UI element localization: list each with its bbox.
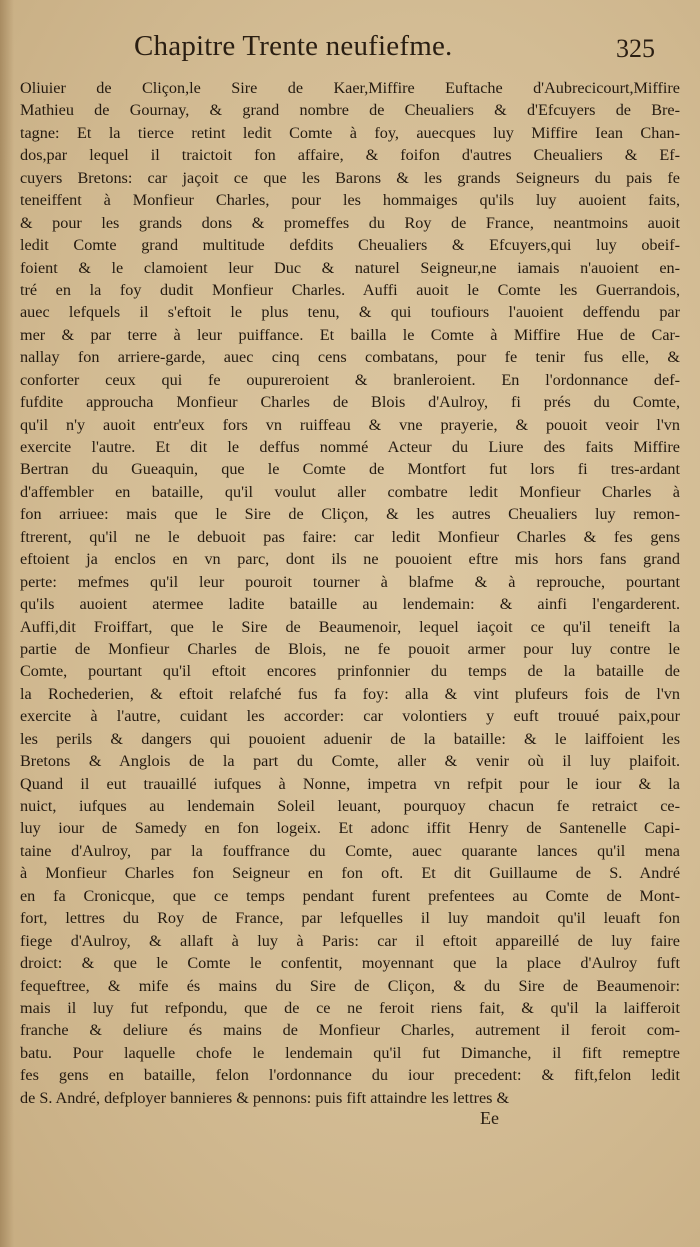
text-line: eftoient ja enclos en vn parc, dont ils ne pouoient eftre mis hors fans grand	[20, 550, 680, 569]
text-line: tagne: Et la tierce retint ledit Comte à foy, auecques luy Miffire Iean Chan-	[20, 123, 680, 142]
text-line: les perils & dangers qui pouoient aduenir de la bataille: & le laiffoient les	[20, 729, 680, 748]
text-line: perte: mefmes qu'il leur pouroit tourner à blafme & à reprouche, pourtant	[20, 572, 680, 591]
text-line: Comte, pourtant qu'il eftoit encores prinfonnier du temps de la bataille de	[20, 662, 680, 681]
text-line: Quand il eut trauaillé iufques à Nonne, impetra vn refpit pour le iour & la	[20, 774, 680, 793]
text-line: ledit Comte grand multitude defdits Cheualiers & Efcuyers,qui luy obeif-	[20, 236, 680, 255]
text-line: conforter ceux qui fe oupureroient & branleroient. En l'ordonnance def-	[20, 370, 680, 389]
text-line: Bertran du Gueaquin, que le Comte de Montfort fut lors fi tres-ardant	[20, 460, 680, 479]
catchword: Ee	[480, 1108, 499, 1128]
text-line: exercite l'autre. Et dit le deffus nommé Acteur du Liure des faits Miffire	[20, 438, 680, 456]
text-line: partie de Monfieur Charles de Blois, ne fe pouoit armer pour luy contre le	[20, 639, 680, 658]
running-title: Chapitre Trente neufiefme.	[134, 30, 453, 62]
text-line: fort, lettres du Roy de France, par lefquelles il luy mandoit qu'il leuaft fon	[20, 909, 680, 928]
text-line: qu'il n'y auoit entr'eux fors vn ruiffeau & vne prayerie, & pouoit veoir l'vn	[20, 415, 680, 434]
text-line: luy iour de Samedy en fon logeix. Et adonc iffit Henry de Santenelle Capi-	[20, 819, 680, 838]
text-line: foient & le clamoient leur Duc & naturel Seigneur,ne iamais n'auoient en-	[20, 258, 680, 277]
text-line: taine d'Aulroy, par la fouffrance du Comte, auec quarante lances qu'il mena	[20, 841, 680, 860]
text-line: Mathieu de Gournay, & grand nombre de Cheualiers & d'Efcuyers de Bre-	[20, 101, 680, 120]
text-line: fequeftree, & mife és mains du Sire de Cliçon, & du Sire de Beaumenoir:	[20, 976, 680, 995]
text-line: & pour les grands dons & promeffes du Roy de France, neantmoins auoit	[20, 213, 680, 232]
text-line: mais il luy fut refpondu, que de ce ne feroit riens fait, & qu'il la laifferoit	[20, 998, 680, 1017]
text-line: dos,par lequel il traictoit fon affaire, & foifon d'autres Cheualiers & Ef-	[20, 146, 680, 165]
text-line: ftrerent, qu'il ne le debuoit pas faire: car ledit Monfieur Charles & fes gens	[20, 527, 680, 546]
text-line: la Rochederien, & eftoit relafché fus fa foy: alla & vint plufeurs fois de l'vn	[20, 684, 680, 703]
text-line: teneiffent à Monfieur Charles, pour les hommaiges qu'ils luy auoient faits,	[20, 191, 680, 210]
text-line: qu'ils auoient atermee ladite bataille au lendemain: & ainfi l'engarderent.	[20, 595, 680, 614]
body-text	[20, 77, 680, 1109]
text-line: fon arriuee: mais que le Sire de Cliçon, & les autres Cheualiers luy remon-	[20, 505, 680, 524]
page-number: 325	[616, 34, 655, 63]
text-line: exercite à l'autre, cuidant les accorder: car volontiers y euft trouué paix,pour	[20, 707, 680, 726]
text-line: droict: & que le Comte le confentit, moyennant que la place d'Aulroy fuft	[20, 954, 680, 973]
text-line: à Monfieur Charles fon Seigneur en fon oft. Et dit Guillaume de S. André	[20, 864, 680, 883]
text-line: fes gens en bataille, felon l'ordonnance du iour precedent: & fift,felon ledit	[20, 1066, 680, 1085]
text-line: mer & par terre à leur puiffance. Et bailla le Comte à Miffire Hue de Car-	[20, 325, 680, 344]
text-line: d'affembler en bataille, qu'il voulut aller combatre ledit Monfieur Charles à	[20, 482, 680, 501]
text-line: cuyers Bretons: car jaçoit ce que les Barons & les grands Seigneurs du pais fe	[20, 168, 680, 187]
text-line: fiege d'Aulroy, & allaft à luy à Paris: car il eftoit appareillé de luy faire	[20, 931, 680, 950]
text-line: en fa Cronicque, que ce temps pendant furent prefentees au Comte de Mont-	[20, 886, 680, 905]
text-line: Auffi,dit Froiffart, que le Sire de Beaumenoir, lequel iaçoit ce qu'il teneift la	[20, 617, 680, 636]
text-line: Bretons & Anglois de la part du Comte, aller & venir où il luy plaifoit.	[20, 752, 680, 771]
text-line: batu. Pour laquelle chofe le lendemain qu'il fut Dimanche, il fift remeptre	[20, 1043, 680, 1062]
text-line: tré en la foy dudit Monfieur Charles. Auffi auoit le Comte les Guerrandois,	[20, 280, 680, 299]
text-line: nallay fon arriere-garde, auec cinq cens combatans, pour fe tenir fus elle, &	[20, 348, 680, 367]
text-line: nuict, iufques au lendemain Soleil leuant, pourquoy chacun fe retraict ce-	[20, 797, 680, 815]
text-line: Oliuier de Cliçon,le Sire de Kaer,Miffire Euftache d'Aubrecicourt,Miffire	[20, 79, 680, 97]
text-line: fufdite approucha Monfieur Charles de Blois d'Aulroy, fi prés du Comte,	[20, 393, 680, 412]
text-line: franche & deliure és mains de Monfieur Charles, autrement il feroit com-	[20, 1021, 680, 1040]
text-line: de S. André, defployer bannieres & pennons: puis fift attaindre les lettres &	[20, 1088, 510, 1107]
text-line: auec lefquels il s'eftoit le plus tenu, & qui toufiours l'auoient deffendu par	[20, 303, 680, 322]
